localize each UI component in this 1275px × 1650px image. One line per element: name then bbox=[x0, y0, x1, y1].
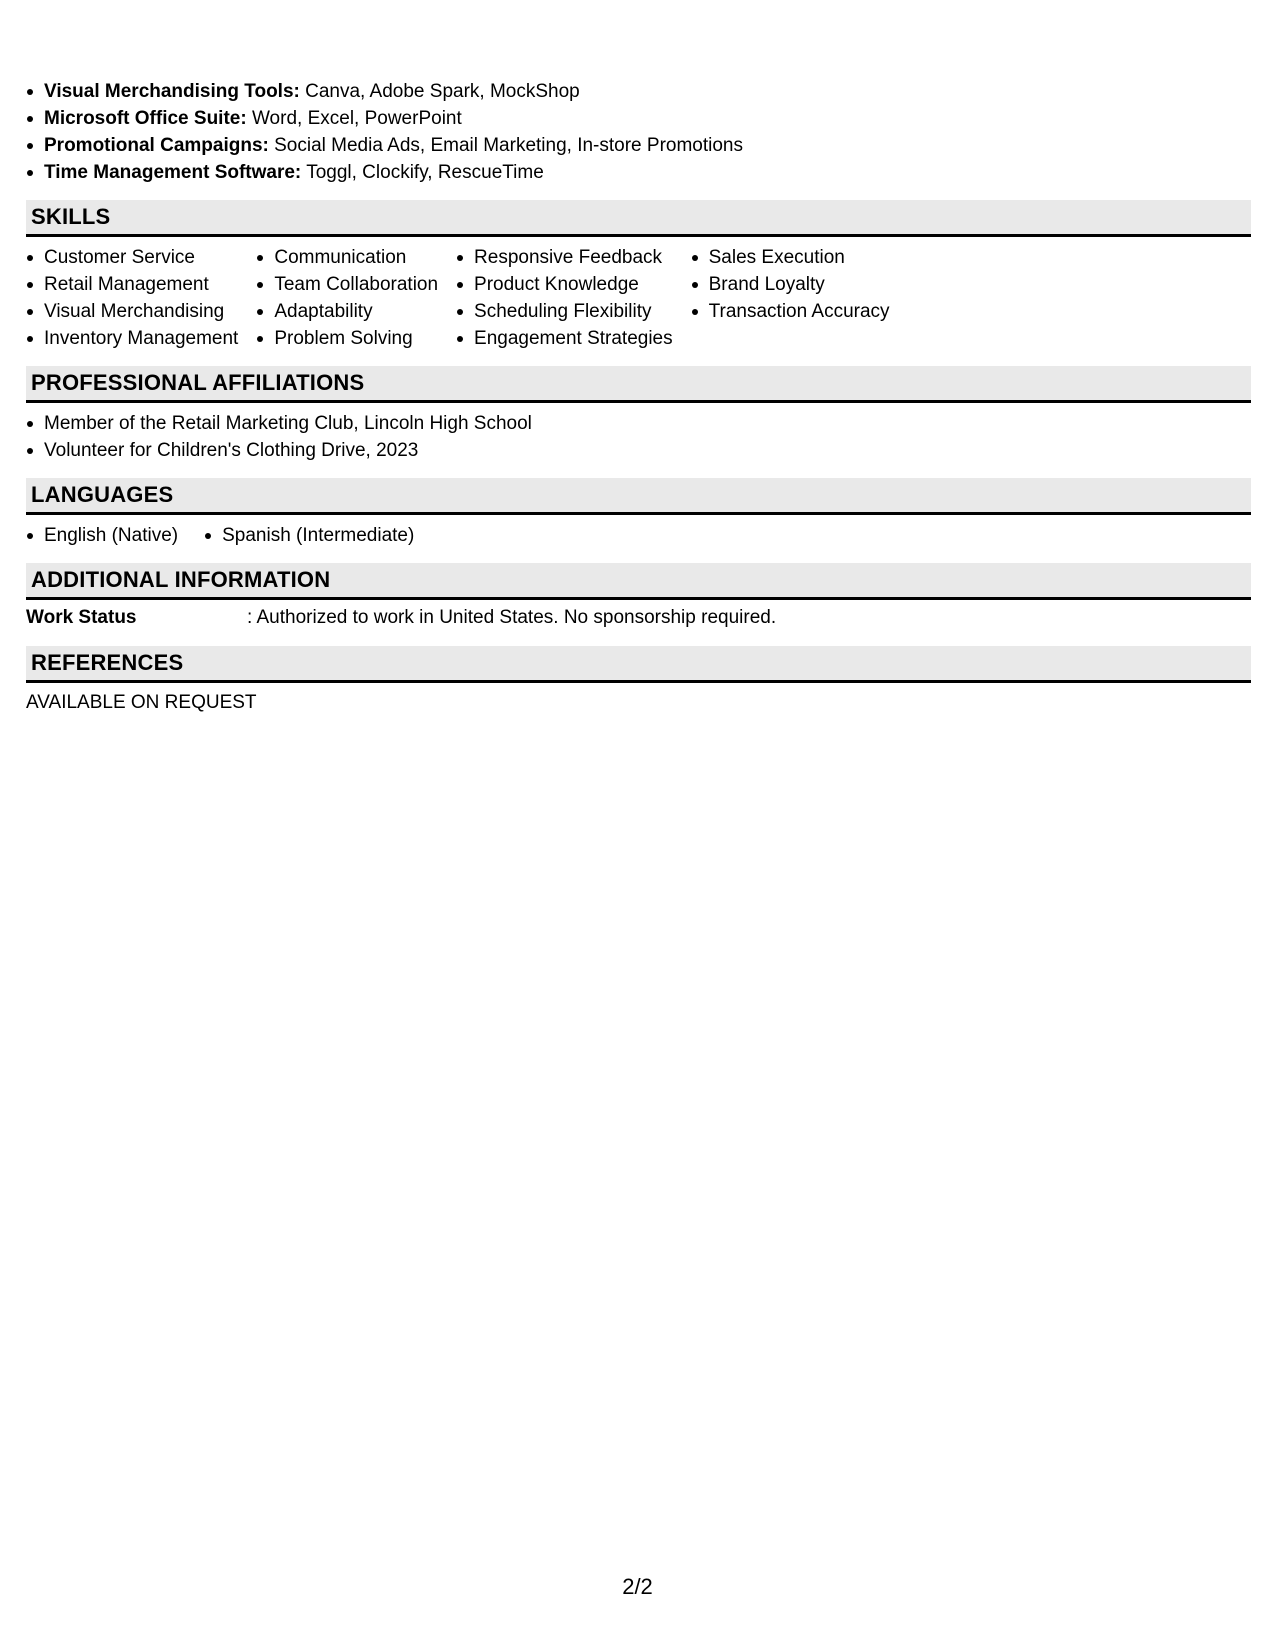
tool-label: Microsoft Office Suite: bbox=[44, 108, 247, 129]
tool-label: Time Management Software: bbox=[44, 162, 302, 183]
languages-list bbox=[26, 522, 440, 549]
page-number: 2/2 bbox=[622, 1574, 653, 1599]
affiliations-body bbox=[26, 403, 1251, 464]
section-title: LANGUAGES bbox=[31, 482, 174, 507]
section-header bbox=[26, 478, 1251, 515]
section-header bbox=[26, 200, 1251, 237]
list-item bbox=[26, 132, 1251, 159]
list-item: Responsive Feedback bbox=[456, 244, 673, 271]
list-item: Transaction Accuracy bbox=[691, 298, 890, 325]
list-item: Problem Solving bbox=[256, 325, 438, 352]
list-item: Scheduling Flexibility bbox=[456, 298, 673, 325]
list-item: Member of the Retail Marketing Club, Lincoln High School bbox=[26, 410, 1251, 437]
list-item: Customer Service bbox=[26, 244, 238, 271]
tool-value: Toggl, Clockify, RescueTime bbox=[301, 162, 544, 183]
list-item: Engagement Strategies bbox=[456, 325, 673, 352]
section-header bbox=[26, 366, 1251, 403]
skills-section bbox=[26, 200, 1251, 352]
list-item: Retail Management bbox=[26, 271, 238, 298]
list-item: Spanish (Intermediate) bbox=[204, 522, 414, 549]
list-item: Inventory Management bbox=[26, 325, 238, 352]
tool-label: Visual Merchandising Tools: bbox=[44, 81, 300, 102]
section-title: PROFESSIONAL AFFILIATIONS bbox=[31, 370, 365, 395]
section-title: SKILLS bbox=[31, 204, 111, 229]
list-item: Communication bbox=[256, 244, 438, 271]
list-item bbox=[26, 78, 1251, 105]
skills-column bbox=[256, 244, 438, 352]
tool-value: Word, Excel, PowerPoint bbox=[246, 108, 462, 129]
list-item: Product Knowledge bbox=[456, 271, 673, 298]
work-status-value: : Authorized to work in United States. No sponsorship required. bbox=[247, 607, 777, 628]
skills-column bbox=[26, 244, 238, 352]
skills-column bbox=[456, 244, 673, 352]
affiliations-list bbox=[26, 410, 1251, 464]
list-item: Volunteer for Children's Clothing Drive, 2023 bbox=[26, 437, 1251, 464]
skills-grid bbox=[26, 237, 1251, 352]
languages-body bbox=[26, 515, 1251, 549]
work-status-row bbox=[26, 600, 1251, 630]
languages-section bbox=[26, 478, 1251, 549]
references-section bbox=[26, 646, 1251, 715]
section-title: ADDITIONAL INFORMATION bbox=[31, 567, 331, 592]
list-item: Adaptability bbox=[256, 298, 438, 325]
tool-value: Social Media Ads, Email Marketing, In-store Promotions bbox=[268, 135, 743, 156]
list-item: Team Collaboration bbox=[256, 271, 438, 298]
section-title: REFERENCES bbox=[31, 650, 184, 675]
list-item bbox=[26, 105, 1251, 132]
list-item: Brand Loyalty bbox=[691, 271, 890, 298]
tool-value: Canva, Adobe Spark, MockShop bbox=[299, 81, 580, 102]
section-header bbox=[26, 646, 1251, 683]
work-status-label: Work Status bbox=[26, 607, 137, 628]
list-item: English (Native) bbox=[26, 522, 178, 549]
list-item: Sales Execution bbox=[691, 244, 890, 271]
section-header bbox=[26, 563, 1251, 600]
list-item: Visual Merchandising bbox=[26, 298, 238, 325]
skills-column bbox=[691, 244, 890, 352]
additional-info-section bbox=[26, 563, 1251, 630]
affiliations-section bbox=[26, 366, 1251, 464]
references-text: AVAILABLE ON REQUEST bbox=[26, 692, 257, 713]
list-item bbox=[26, 159, 1251, 186]
resume-page bbox=[26, 78, 1251, 715]
tool-label: Promotional Campaigns: bbox=[44, 135, 269, 156]
tools-list bbox=[26, 78, 1251, 186]
